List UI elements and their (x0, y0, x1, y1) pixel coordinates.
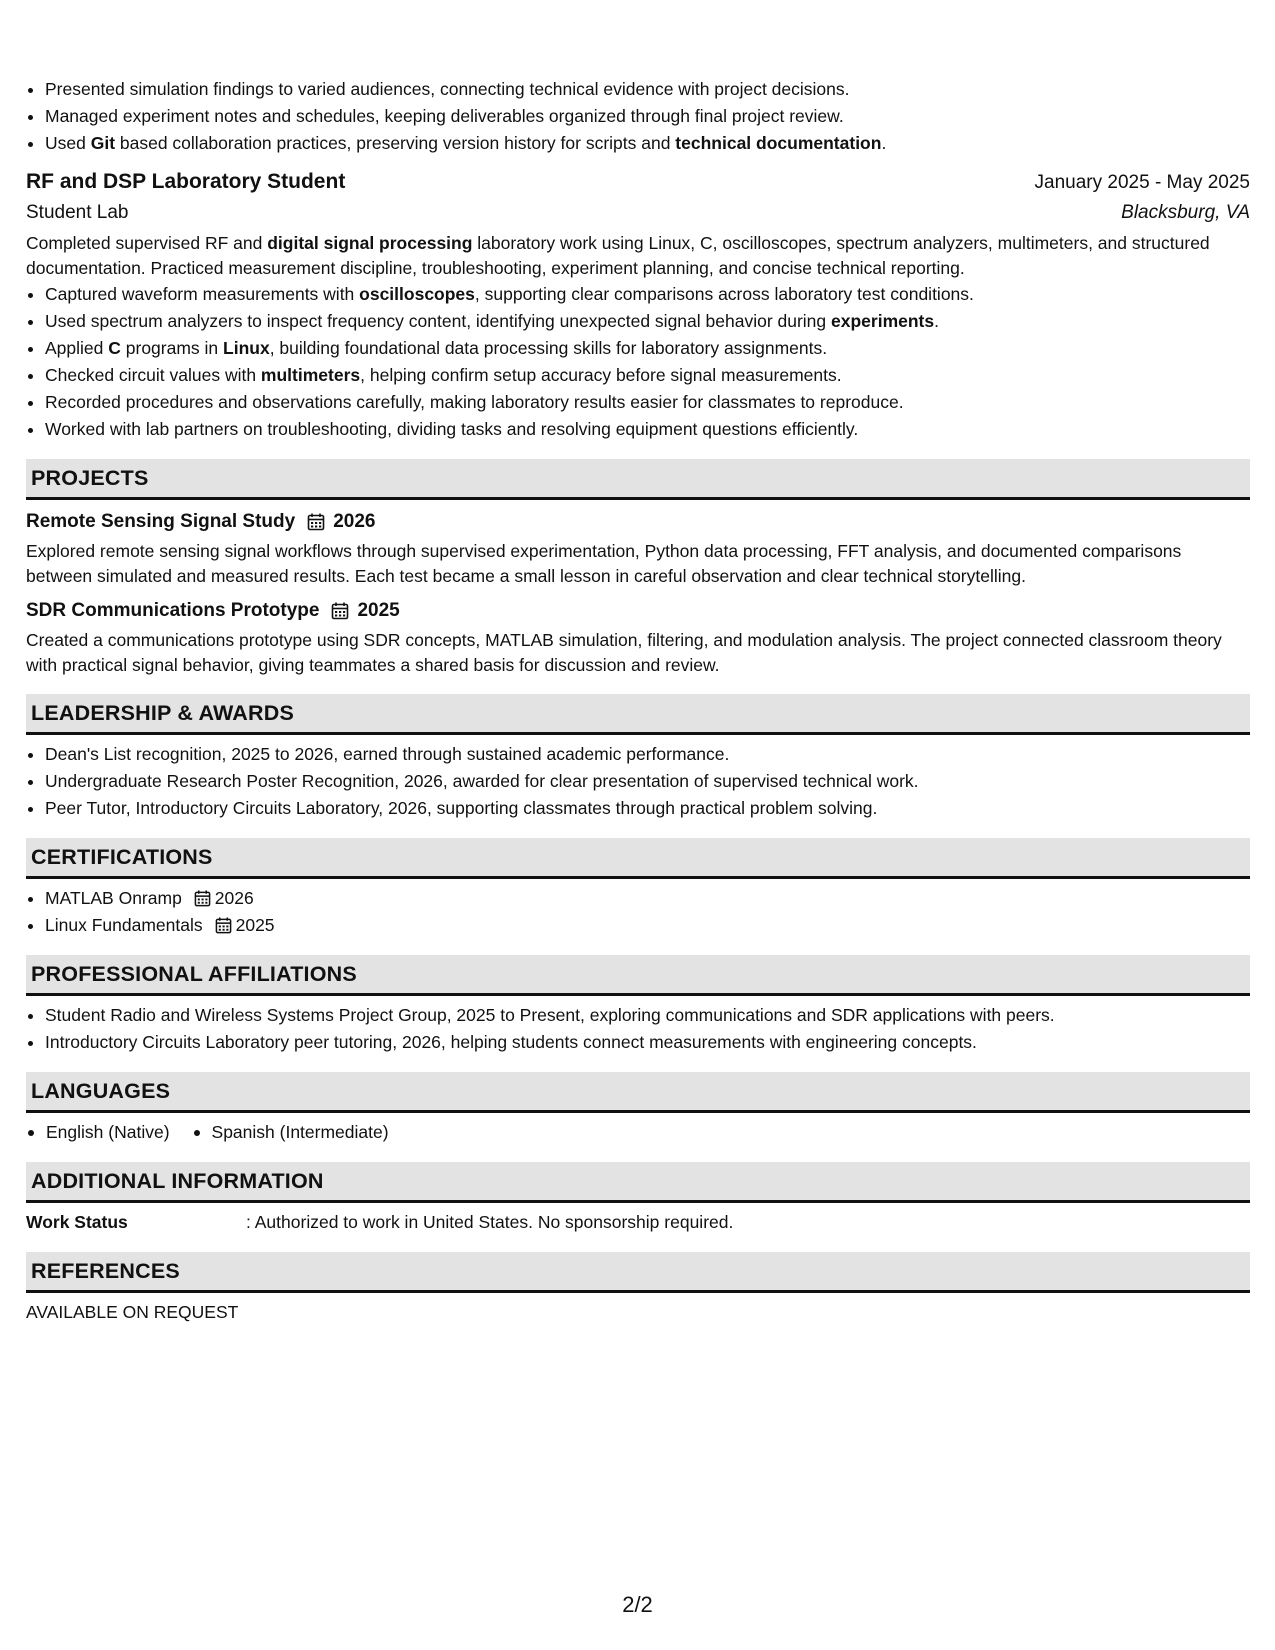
experience-continued-bullets (26, 76, 1250, 157)
project-description: Created a communications prototype using SDR concepts, MATLAB simulation, filtering, and modulation analysis. The project connected classroom theory with practical signal behavior, giving teammates a shared basis for discussion and review. (26, 630, 1222, 675)
section-heading: LANGUAGES (31, 1078, 171, 1103)
certification-year: 2026 (214, 888, 254, 908)
job-summary (26, 231, 1250, 281)
calendar-icon (331, 602, 349, 620)
list-item (45, 389, 1250, 416)
list-item: • Introductory Circuits Laboratory peer tutoring, 2026, helping students connect measurements with engineering concepts. (45, 1029, 1250, 1056)
text-run: based collaboration practices, preserving version history for scripts and (115, 133, 676, 153)
certification-name: MATLAB Onramp (45, 888, 182, 908)
language-entry: Spanish (Intermediate) (211, 1122, 389, 1142)
project-item (26, 597, 1250, 678)
text-run: Managed experiment notes and schedules, keeping deliverables organized through final project review. (45, 106, 844, 126)
calendar-icon (307, 513, 325, 531)
text-run: , helping confirm setup accuracy before signal measurements. (360, 365, 842, 385)
text-run: Recorded procedures and observations carefully, making laboratory results easier for classmates to reproduce. (45, 392, 904, 412)
list-item: • Dean's List recognition, 2025 to 2026, earned through sustained academic performance. (45, 741, 1250, 768)
bold-text: Linux (223, 338, 270, 358)
text-run: , building foundational data processing skills for laboratory assignments. (269, 338, 828, 358)
section-certifications (26, 838, 1250, 879)
list-item (45, 281, 1250, 308)
list-item (45, 308, 1250, 335)
text-run: Completed supervised RF and (26, 233, 268, 253)
job-title: RF and DSP Laboratory Student (26, 170, 346, 193)
resume-page (26, 76, 1250, 1326)
text-run: Used (45, 133, 91, 153)
text-run: Checked circuit values with (45, 365, 261, 385)
bold-text: oscilloscopes (359, 284, 475, 304)
text-run: Presented simulation findings to varied audiences, connecting technical evidence with project decisions. (45, 79, 850, 99)
project-item (26, 508, 1250, 589)
text-run: Captured waveform measurements with (45, 284, 360, 304)
section-heading: REFERENCES (31, 1258, 180, 1283)
job-dates: January 2025 - May 2025 (1034, 172, 1250, 193)
affiliations-list (26, 1002, 1250, 1056)
section-heading: CERTIFICATIONS (31, 844, 213, 869)
work-status-value: : Authorized to work in United States. No sponsorship required. (246, 1212, 734, 1232)
bold-text: multimeters (260, 365, 361, 385)
list-item (45, 130, 1250, 157)
bold-text: experiments (831, 311, 935, 331)
section-additional-information (26, 1162, 1250, 1203)
leadership-list (26, 741, 1250, 822)
work-status-label: Work Status (26, 1212, 128, 1232)
text-run: Used spectrum analyzers to inspect frequency content, identifying unexpected signal behavior during (45, 311, 832, 331)
section-leadership (26, 694, 1250, 735)
text-run: Worked with lab partners on troubleshooting, dividing tasks and resolving equipment questions efficiently. (45, 419, 859, 439)
list-item (45, 76, 1250, 103)
job-organization: Student Lab (26, 202, 129, 223)
certifications-list (26, 885, 1250, 939)
list-item (45, 335, 1250, 362)
list-item (45, 362, 1250, 389)
section-heading: PROFESSIONAL AFFILIATIONS (31, 961, 357, 986)
certification-name: Linux Fundamentals (45, 915, 203, 935)
section-projects (26, 459, 1250, 500)
bold-text: digital signal processing (267, 233, 473, 253)
section-heading: LEADERSHIP & AWARDS (31, 700, 295, 725)
list-item (26, 1119, 170, 1146)
project-year: 2025 (357, 600, 400, 621)
section-references (26, 1252, 1250, 1293)
calendar-icon (215, 917, 232, 934)
list-item (45, 912, 1250, 939)
project-name: Remote Sensing Signal Study (26, 511, 296, 532)
section-languages (26, 1072, 1250, 1113)
job-header (26, 157, 1250, 198)
text-run: . (934, 311, 939, 331)
list-item: • Peer Tutor, Introductory Circuits Laboratory, 2026, supporting classmates through practical problem solving. (45, 795, 1250, 822)
work-status-row (26, 1209, 1250, 1236)
job-location: Blacksburg, VA (1121, 202, 1250, 223)
bold-text: Git (90, 133, 116, 153)
language-entry: English (Native) (46, 1122, 170, 1142)
page-number: 2/2 (622, 1592, 653, 1617)
bold-text: technical documentation (675, 133, 882, 153)
certification-year: 2025 (235, 915, 275, 935)
list-item: • Student Radio and Wireless Systems Project Group, 2025 to Present, exploring communications and SDR applications with peers. (45, 1002, 1250, 1029)
text-run: Applied (45, 338, 109, 358)
text-run: , supporting clear comparisons across laboratory test conditions. (474, 284, 974, 304)
section-affiliations (26, 955, 1250, 996)
section-heading: PROJECTS (31, 465, 149, 490)
text-run: programs in (120, 338, 224, 358)
list-item (45, 416, 1250, 443)
list-item (45, 103, 1250, 130)
project-year: 2026 (333, 511, 376, 532)
list-item (192, 1119, 389, 1146)
project-name: SDR Communications Prototype (26, 600, 320, 621)
job-subheader (26, 198, 1250, 228)
section-heading: ADDITIONAL INFORMATION (31, 1168, 324, 1193)
bold-text: C (108, 338, 121, 358)
project-description: Explored remote sensing signal workflows through supervised experimentation, Python data processing, FFT analysis, and documented comparisons between simulated and measured results. Each test became a small lesson in careful observation and clear technical storytelling. (26, 541, 1182, 586)
languages-list (26, 1119, 1250, 1146)
job-bullets (26, 281, 1250, 443)
text-run: . (881, 133, 887, 153)
bullet-dot (28, 1130, 34, 1136)
calendar-icon (194, 890, 211, 907)
references-text: AVAILABLE ON REQUEST (26, 1302, 239, 1322)
bullet-dot (194, 1130, 200, 1136)
list-item: • Undergraduate Research Poster Recognition, 2026, awarded for clear presentation of supervised technical work. (45, 768, 1250, 795)
text-run: laboratory work using Linux, C, oscilloscopes, spectrum analyzers, multimeters, and structured documentation. Practiced measurement discipline, troubleshooting, experiment planning, and concise technical reporting. (26, 233, 1210, 278)
list-item (45, 885, 1250, 912)
